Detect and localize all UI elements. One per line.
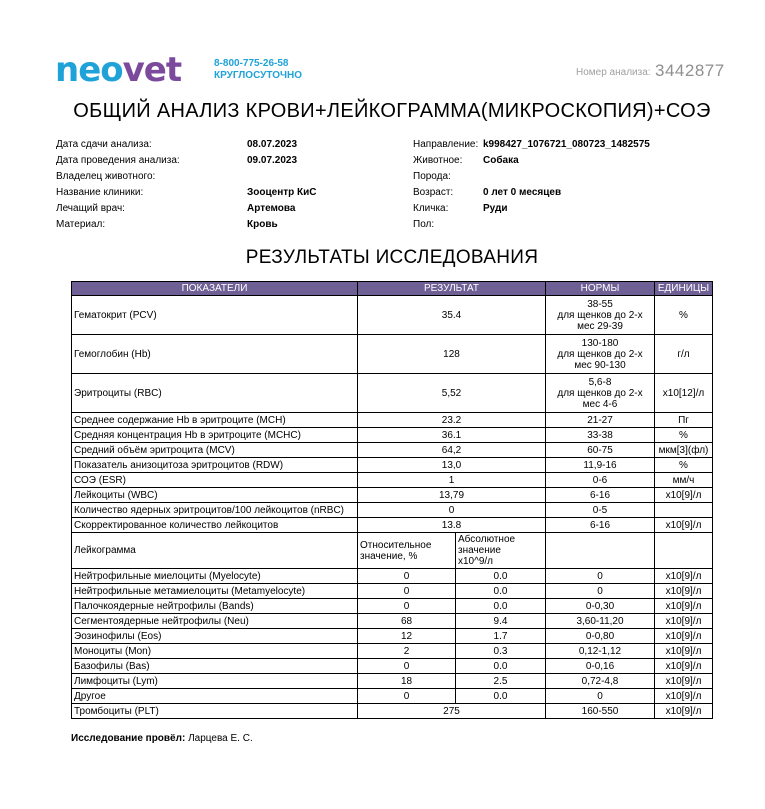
absolute-value: 1.7: [456, 629, 546, 644]
norm-value: 0,72-4,8: [546, 674, 655, 689]
phone-number: 8-800-775-26-58: [214, 58, 289, 69]
unit-value: x10[9]/л: [655, 584, 713, 599]
absolute-value: 0.3: [456, 644, 546, 659]
info-left: [56, 137, 180, 233]
empty-cell: [655, 533, 713, 569]
indicator-name: Эритроциты (RBC): [72, 374, 358, 413]
norm-value: 0-6: [546, 473, 655, 488]
info-row: [56, 137, 180, 153]
info-label: Дата проведения анализа:: [56, 155, 180, 166]
table-row: [72, 704, 713, 719]
relative-value: 12: [358, 629, 456, 644]
norm-value: 33-38: [546, 428, 655, 443]
table-row: [72, 335, 713, 374]
info-row: [56, 217, 180, 233]
relative-value-header: Относительное значение, %: [358, 533, 456, 569]
indicator-name: Другое: [72, 689, 358, 704]
unit-value: x10[9]/л: [655, 644, 713, 659]
indicator-name: Моноциты (Mon): [72, 644, 358, 659]
norm-value: 38-55 для щенков до 2-х мес 29-39: [546, 296, 655, 335]
info-value: [483, 217, 650, 233]
header-units: ЕДИНИЦЫ: [655, 282, 713, 296]
table-row: [72, 488, 713, 503]
norm-value: 0-0,30: [546, 599, 655, 614]
table-row: [72, 296, 713, 335]
results-body-2: [72, 533, 713, 719]
table-row: [72, 614, 713, 629]
result-value: 13.8: [358, 518, 546, 533]
info-row: [56, 169, 180, 185]
absolute-value: 0.0: [456, 584, 546, 599]
header-indicators: ПОКАЗАТЕЛИ: [72, 282, 358, 296]
relative-value: 18: [358, 674, 456, 689]
norm-value: 0-5: [546, 503, 655, 518]
info-label: Порода:: [413, 171, 451, 182]
norm-value: 6-16: [546, 518, 655, 533]
header-result: РЕЗУЛЬТАТ: [358, 282, 546, 296]
indicator-name: Количество ядерных эритроцитов/100 лейкоцитов (nRBC): [72, 503, 358, 518]
indicator-name: СОЭ (ESR): [72, 473, 358, 488]
norm-value: 21-27: [546, 413, 655, 428]
absolute-value: 2.5: [456, 674, 546, 689]
norm-value: 60-75: [546, 443, 655, 458]
relative-value: 0: [358, 569, 456, 584]
table-row: [72, 689, 713, 704]
unit-value: x10[9]/л: [655, 689, 713, 704]
result-value: 1: [358, 473, 546, 488]
result-value: 35.4: [358, 296, 546, 335]
info-label: Материал:: [56, 219, 106, 230]
results-table: [71, 281, 713, 719]
unit-value: x10[9]/л: [655, 674, 713, 689]
unit-value: x10[9]/л: [655, 518, 713, 533]
table-row: [72, 599, 713, 614]
table-row: [72, 473, 713, 488]
indicator-name: Средняя концентрация Hb в эритроците (MCHC): [72, 428, 358, 443]
table-row: [72, 644, 713, 659]
empty-cell: [546, 533, 655, 569]
norm-value: 130-180 для щенков до 2-х мес 90-130: [546, 335, 655, 374]
table-row: [72, 374, 713, 413]
indicator-name: Базофилы (Bas): [72, 659, 358, 674]
unit-value: x10[9]/л: [655, 599, 713, 614]
norm-value: 0: [546, 584, 655, 599]
norm-value: 6-16: [546, 488, 655, 503]
info-label: Кличка:: [413, 203, 449, 214]
info-right-values: [483, 137, 650, 233]
unit-value: %: [655, 428, 713, 443]
table-row: [72, 659, 713, 674]
norm-value: 0-0,80: [546, 629, 655, 644]
indicator-name: Тромбоциты (PLT): [72, 704, 358, 719]
neovet-logo: [55, 52, 181, 88]
info-left-values: [247, 137, 317, 233]
indicator-name: Скорректированное количество лейкоцитов: [72, 518, 358, 533]
info-value: [483, 169, 650, 185]
result-value: 0: [358, 503, 546, 518]
info-row: [56, 153, 180, 169]
norm-value: 0: [546, 569, 655, 584]
unit-value: мм/ч: [655, 473, 713, 488]
relative-value: 0: [358, 689, 456, 704]
indicator-name: Лимфоциты (Lym): [72, 674, 358, 689]
relative-value: 0: [358, 584, 456, 599]
info-row: [56, 201, 180, 217]
unit-value: [655, 503, 713, 518]
leukogram-header-row: [72, 533, 713, 569]
result-value: 275: [358, 704, 546, 719]
info-value: k998427_1076721_080723_1482575: [483, 139, 650, 150]
unit-value: Пг: [655, 413, 713, 428]
table-row: [72, 428, 713, 443]
indicator-name: Гематокрит (PCV): [72, 296, 358, 335]
absolute-value: 0.0: [456, 569, 546, 584]
phone-block: [214, 58, 302, 82]
info-value: Зооцентр КиС: [247, 187, 317, 198]
info-value: 09.07.2023: [247, 155, 298, 166]
table-row: [72, 569, 713, 584]
norm-value: 0-0,16: [546, 659, 655, 674]
info-label: Владелец животного:: [56, 171, 156, 182]
unit-value: x10[9]/л: [655, 629, 713, 644]
table-row: [72, 518, 713, 533]
info-value: Артемова: [247, 203, 296, 214]
absolute-value: 0.0: [456, 659, 546, 674]
unit-value: %: [655, 296, 713, 335]
table-row: [72, 458, 713, 473]
unit-value: x10[9]/л: [655, 569, 713, 584]
info-right: [413, 137, 478, 233]
result-value: 128: [358, 335, 546, 374]
info-value: Руди: [483, 203, 508, 214]
footer-label: Исследование провёл:: [71, 733, 186, 744]
indicator-name: Лейкоциты (WBC): [72, 488, 358, 503]
unit-value: x10[9]/л: [655, 704, 713, 719]
absolute-value: 9.4: [456, 614, 546, 629]
norm-value: 160-550: [546, 704, 655, 719]
info-label: Направление:: [413, 139, 479, 150]
footer: [71, 733, 253, 744]
absolute-value: 0.0: [456, 689, 546, 704]
page-title: ОБЩИЙ АНАЛИЗ КРОВИ+ЛЕЙКОГРАММА(МИКРОСКОПИЯ)+СОЭ: [73, 100, 711, 122]
info-value: 08.07.2023: [247, 139, 298, 150]
table-header-row: [72, 282, 713, 296]
info-value: 0 лет 0 месяцев: [483, 187, 562, 198]
unit-value: x10[9]/л: [655, 614, 713, 629]
table-row: [72, 413, 713, 428]
info-value: [247, 169, 317, 185]
logo-vet: vet: [122, 50, 182, 90]
results-title: РЕЗУЛЬТАТЫ ИССЛЕДОВАНИЯ: [245, 247, 539, 268]
result-value: 13,0: [358, 458, 546, 473]
table-row: [72, 503, 713, 518]
info-value: Собака: [483, 155, 519, 166]
norm-value: 0,12-1,12: [546, 644, 655, 659]
info-label: Дата сдачи анализа:: [56, 139, 152, 150]
phone-hours: КРУГЛОСУТОЧНО: [214, 70, 303, 81]
result-value: 23.2: [358, 413, 546, 428]
info-label: Животное:: [413, 155, 463, 166]
relative-value: 2: [358, 644, 456, 659]
indicator-name: Гемоглобин (Hb): [72, 335, 358, 374]
indicator-name: Среднее содержание Hb в эритроците (MCH): [72, 413, 358, 428]
info-label: Пол:: [413, 219, 435, 230]
unit-value: г/л: [655, 335, 713, 374]
result-value: 5,52: [358, 374, 546, 413]
result-value: 36.1: [358, 428, 546, 443]
unit-value: %: [655, 458, 713, 473]
indicator-name: Палочкоядерные нейтрофилы (Bands): [72, 599, 358, 614]
result-value: 13,79: [358, 488, 546, 503]
leukogram-label: Лейкограмма: [72, 533, 358, 569]
footer-value: Ларцева Е. С.: [188, 733, 253, 744]
result-value: 64,2: [358, 443, 546, 458]
table-row: [72, 443, 713, 458]
indicator-name: Сегментоядерные нейтрофилы (Neu): [72, 614, 358, 629]
unit-value: x10[9]/л: [655, 488, 713, 503]
table-row: [72, 629, 713, 644]
analysis-number: 3442877: [655, 61, 725, 80]
norm-value: 0: [546, 689, 655, 704]
info-value: Кровь: [247, 219, 278, 230]
relative-value: 68: [358, 614, 456, 629]
absolute-value: 0.0: [456, 599, 546, 614]
info-label: Название клиники:: [56, 187, 144, 198]
norm-value: 3,60-11,20: [546, 614, 655, 629]
norm-value: 5,6-8 для щенков до 2-х мес 4-6: [546, 374, 655, 413]
indicator-name: Нейтрофильные миелоциты (Myelocyte): [72, 569, 358, 584]
header-norms: НОРМЫ: [546, 282, 655, 296]
table-row: [72, 674, 713, 689]
info-row: [56, 185, 180, 201]
relative-value: 0: [358, 659, 456, 674]
info-label: Возраст:: [413, 187, 454, 198]
logo-neo: neo: [55, 50, 123, 90]
indicator-name: Эозинофилы (Eos): [72, 629, 358, 644]
relative-value: 0: [358, 599, 456, 614]
header: [0, 0, 765, 96]
indicator-name: Показатель анизоцитоза эритроцитов (RDW): [72, 458, 358, 473]
unit-value: x10[9]/л: [655, 659, 713, 674]
indicator-name: Средний объём эритроцита (MCV): [72, 443, 358, 458]
unit-value: x10[12]/л: [655, 374, 713, 413]
info-label: Лечащий врач:: [56, 203, 125, 214]
indicator-name: Нейтрофильные метамиелоциты (Metamyelocyte): [72, 584, 358, 599]
norm-value: 11,9-16: [546, 458, 655, 473]
unit-value: мкм[3](фл): [655, 443, 713, 458]
table-row: [72, 584, 713, 599]
analysis-number-label: Номер анализа:: [576, 67, 651, 78]
results-body-1: [72, 296, 713, 533]
absolute-value-header: Абсолютное значение x10^9/л: [456, 533, 546, 569]
